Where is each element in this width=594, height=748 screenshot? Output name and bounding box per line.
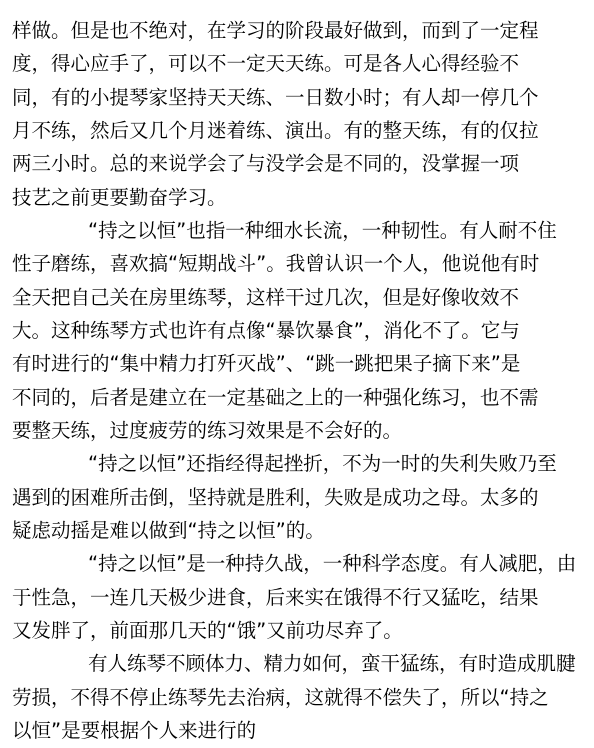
text-line	[0, 514, 594, 548]
line-text: 同，有的小提琴家坚持天天练、一日数小时；有人却一停几个	[12, 85, 539, 109]
text-line	[0, 581, 594, 615]
text-line	[0, 681, 594, 715]
text-line	[0, 547, 594, 581]
line-text: 不同的，后者是建立在一定基础之上的一种强化练习，也不需	[12, 385, 539, 409]
text-line	[0, 647, 594, 681]
line-text: 要整天练，过度疲劳的练习效果是不会好的。	[12, 419, 403, 442]
text-line	[0, 181, 594, 215]
text-line	[0, 281, 594, 315]
line-text: 遇到的困难所击倒，坚持就是胜利，失败是成功之母。太多的	[12, 485, 539, 509]
line-text: 于性急，一连几天极少进食，后来实在饿得不行又猛吃，结果	[12, 585, 539, 609]
text-line	[0, 481, 594, 515]
text-line	[0, 147, 594, 181]
text-line	[0, 381, 594, 415]
line-text: 全天把自己关在房里练琴，这样干过几次，但是好像收效不	[12, 285, 520, 309]
line-text: 有人练琴不顾体力、精力如何，蛮干猛练，有时造成肌腱	[88, 652, 576, 676]
line-text: 以恒”是要根据个人来进行的	[12, 719, 257, 742]
line-text: 性子磨练，喜欢搞“短期战斗”。我曾认识一个人，他说他有时	[12, 252, 540, 276]
text-line	[0, 214, 594, 248]
text-line	[0, 47, 594, 81]
text-line-partial	[0, 714, 594, 742]
line-text: 技艺之前更要勤奋学习。	[12, 185, 227, 209]
line-text: 度，得心应手了，可以不一定天天练。可是各人心得经验不	[12, 52, 520, 76]
line-text: 疑虑动摇是难以做到“持之以恒”的。	[12, 519, 325, 542]
line-text: 样做。但是也不绝对，在学习的阶段最好做到，而到了一定程	[12, 19, 539, 42]
text-line	[0, 14, 594, 48]
line-text: 大。这种练琴方式也许有点像“暴饮暴食”，消化不了。它与	[12, 319, 520, 342]
line-text: “持之以恒”还指经得起挫折，不为一时的失利失败乃至	[88, 452, 557, 476]
text-line	[0, 414, 594, 448]
line-text: “持之以恒”是一种持久战，一种科学态度。有人减肥，由	[88, 552, 577, 576]
text-line	[0, 81, 594, 115]
text-line	[0, 114, 594, 148]
line-text: 月不练，然后又几个月迷着练、演出。有的整天练，有的仅拉	[12, 119, 539, 142]
text-line	[0, 247, 594, 281]
text-line	[0, 347, 594, 381]
line-text: 又发胖了，前面那几天的“饿”又前功尽弃了。	[12, 619, 403, 642]
line-text: 劳损，不得不停止练琴先去治病，这就得不偿失了，所以“持之	[12, 685, 549, 709]
line-text: “持之以恒”也指一种细水长流，一种韧性。有人耐不住	[88, 219, 557, 242]
text-line	[0, 447, 594, 481]
line-text: 有时进行的“集中精力打歼灭战”、“跳一跳把果子摘下来”是	[12, 352, 521, 376]
line-text: 两三小时。总的来说学会了与没学会是不同的，没掌握一项	[12, 152, 520, 176]
text-line	[0, 614, 594, 648]
text-line	[0, 314, 594, 348]
